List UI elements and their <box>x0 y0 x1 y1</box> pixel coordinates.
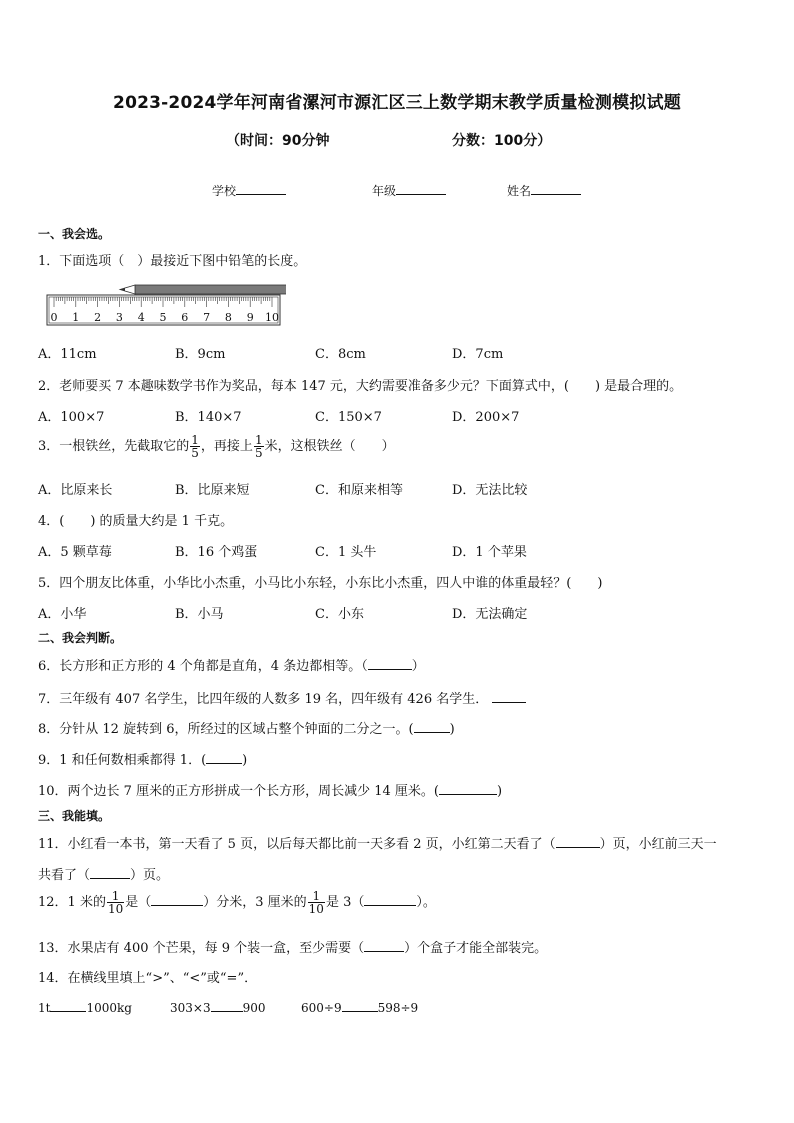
name-blank[interactable] <box>531 182 581 195</box>
exam-score: 分数：100分） <box>452 133 552 149</box>
exam-time: （时间：90分钟 <box>226 133 330 149</box>
grade-label: 年级 <box>372 184 397 198</box>
ruler-icon <box>47 295 280 325</box>
ruler-tick-label: 3 <box>115 311 123 324</box>
ruler-tick-label: 10 <box>265 311 279 324</box>
question-1-text: 1．下面选项（ ）最接近下图中铅笔的长度。 <box>38 254 307 269</box>
q1-option-b[interactable]: B．9cm <box>175 347 226 362</box>
page-title: 2023-2024学年河南省漯河市源汇区三上数学期末教学质量检测模拟试题 <box>113 93 681 113</box>
ruler-tick-label: 9 <box>246 311 254 324</box>
grade-field <box>372 182 446 199</box>
q4-option-c[interactable]: C．1 头牛 <box>315 545 377 560</box>
q1-option-c[interactable]: C．8cm <box>315 347 366 362</box>
q11-blank-total[interactable] <box>90 866 130 879</box>
school-field <box>212 182 286 199</box>
q2-option-b[interactable]: B．140×7 <box>175 410 242 425</box>
q1-option-a[interactable]: A．11cm <box>38 347 97 362</box>
name-label: 姓名 <box>507 184 532 198</box>
q14-blank-3[interactable] <box>342 999 378 1012</box>
q1-option-d[interactable]: D．7cm <box>452 347 504 362</box>
q14-item-3: 600÷9 598÷9 <box>301 1001 419 1015</box>
question-11-line2: 共看了（ ）页。 <box>38 868 170 883</box>
ruler-tick-label: 2 <box>94 311 102 324</box>
question-5-text: 5．四个朋友比体重，小华比小杰重，小马比小东轻，小东比小杰重，四人中谁的体重最轻？( ) <box>38 576 603 591</box>
q10-answer-blank[interactable] <box>439 782 497 795</box>
question-13-text: 13．水果店有 400 个芒果，每 9 个装一盒，至少需要（ ）个盒子才能全部装完。 <box>38 941 548 956</box>
school-label: 学校 <box>212 184 237 198</box>
q14-blank-2[interactable] <box>211 999 243 1012</box>
q14-blank-1[interactable] <box>50 999 86 1012</box>
q2-option-c[interactable]: C．150×7 <box>315 410 382 425</box>
question-7-text: 7．三年级有 407 名学生，比四年级的人数多 19 名，四年级有 426 名学生． <box>38 688 526 707</box>
ruler-tick-label: 6 <box>181 311 189 324</box>
question-2-text: 2．老师要买 7 本趣味数学书作为奖品，每本 147 元，大约需要准备多少元？下面算式中，( ) 是最合理的。 <box>38 379 683 394</box>
q2-option-d[interactable]: D．200×7 <box>452 410 520 425</box>
section-heading-judge: 二、我会判断。 <box>38 631 123 645</box>
q12-blank-unit[interactable] <box>364 893 416 906</box>
fraction-one-tenth-cm: $\frac{1}{10}$ <box>308 889 324 916</box>
section-heading-fill: 三、我能填。 <box>38 809 111 823</box>
q5-option-a[interactable]: A．小华 <box>38 607 87 622</box>
q7-answer-blank[interactable] <box>492 690 526 703</box>
q9-answer-blank[interactable] <box>206 751 242 764</box>
ruler-tick-label: 4 <box>137 311 145 324</box>
q3-option-d[interactable]: D．无法比较 <box>452 483 528 498</box>
ruler-tick-label: 1 <box>72 311 80 324</box>
ruler-tick-label: 8 <box>224 311 232 324</box>
question-12-text: 12．1 米的 $\frac{1}{10}$ 是（ ）分米，3 厘米的 $\frac{1}{10}$ 是 3（ ）。 <box>38 889 436 916</box>
q3-option-a[interactable]: A．比原来长 <box>38 483 113 498</box>
question-3-text: 3．一根铁丝，先截取它的 $\frac{1}{5}$ ，再接上 $\frac{1}{5}$ 米，这根铁丝（ ） <box>38 433 395 460</box>
q5-option-b[interactable]: B．小马 <box>175 607 224 622</box>
q14-item-2: 303×3 900 <box>170 1001 266 1015</box>
q4-option-a[interactable]: A．5 颗草莓 <box>38 545 112 560</box>
ruler-tick-label: 0 <box>50 311 58 324</box>
question-10-text: 10．两个边长 7 厘米的正方形拼成一个长方形，周长减少 14 厘米。( ) <box>38 784 503 799</box>
q4-option-b[interactable]: B．16 个鸡蛋 <box>175 545 258 560</box>
pencil-icon <box>120 285 286 294</box>
q12-blank-decimeter[interactable] <box>151 893 203 906</box>
school-blank[interactable] <box>236 182 286 195</box>
q3-option-b[interactable]: B．比原来短 <box>175 483 250 498</box>
q4-option-d[interactable]: D．1 个苹果 <box>452 545 527 560</box>
q6-answer-blank[interactable] <box>368 657 412 670</box>
ruler-tick-label: 7 <box>203 311 211 324</box>
q3-option-c[interactable]: C．和原来相等 <box>315 483 403 498</box>
section-heading-choose: 一、我会选。 <box>38 227 111 241</box>
name-field <box>507 182 581 199</box>
fraction-one-fifth-meter: $\frac{1}{5}$ <box>254 433 263 460</box>
q5-option-d[interactable]: D．无法确定 <box>452 607 528 622</box>
ruler-pencil-figure <box>46 282 286 328</box>
question-11-line1: 11．小红看一本书，第一天看了 5 页，以后每天都比前一天多看 2 页，小红第二天看了（ ）页，小红前三天一 <box>38 837 717 852</box>
q8-answer-blank[interactable] <box>414 720 450 733</box>
fraction-one-tenth: $\frac{1}{10}$ <box>107 889 124 916</box>
grade-blank[interactable] <box>396 182 446 195</box>
q13-answer-blank[interactable] <box>364 939 404 952</box>
question-4-text: 4．( ) 的质量大约是 1 千克。 <box>38 514 234 529</box>
ruler-tick-label: 5 <box>159 311 167 324</box>
q11-blank-day2[interactable] <box>556 835 600 848</box>
question-8-text: 8．分针从 12 旋转到 6，所经过的区域占整个钟面的二分之一。( ) <box>38 722 455 737</box>
fraction-one-fifth: $\frac{1}{5}$ <box>191 433 199 460</box>
q2-option-a[interactable]: A．100×7 <box>38 410 105 425</box>
q5-option-c[interactable]: C．小东 <box>315 607 364 622</box>
question-14-text: 14．在横线里填上“>”、“<”或“=”． <box>38 971 258 986</box>
question-9-text: 9．1 和任何数相乘都得 1．( ) <box>38 753 248 768</box>
q14-item-1: 1t 1000kg <box>38 1001 132 1015</box>
question-6-text: 6．长方形和正方形的 4 个角都是直角，4 条边都相等。（ ） <box>38 659 425 674</box>
